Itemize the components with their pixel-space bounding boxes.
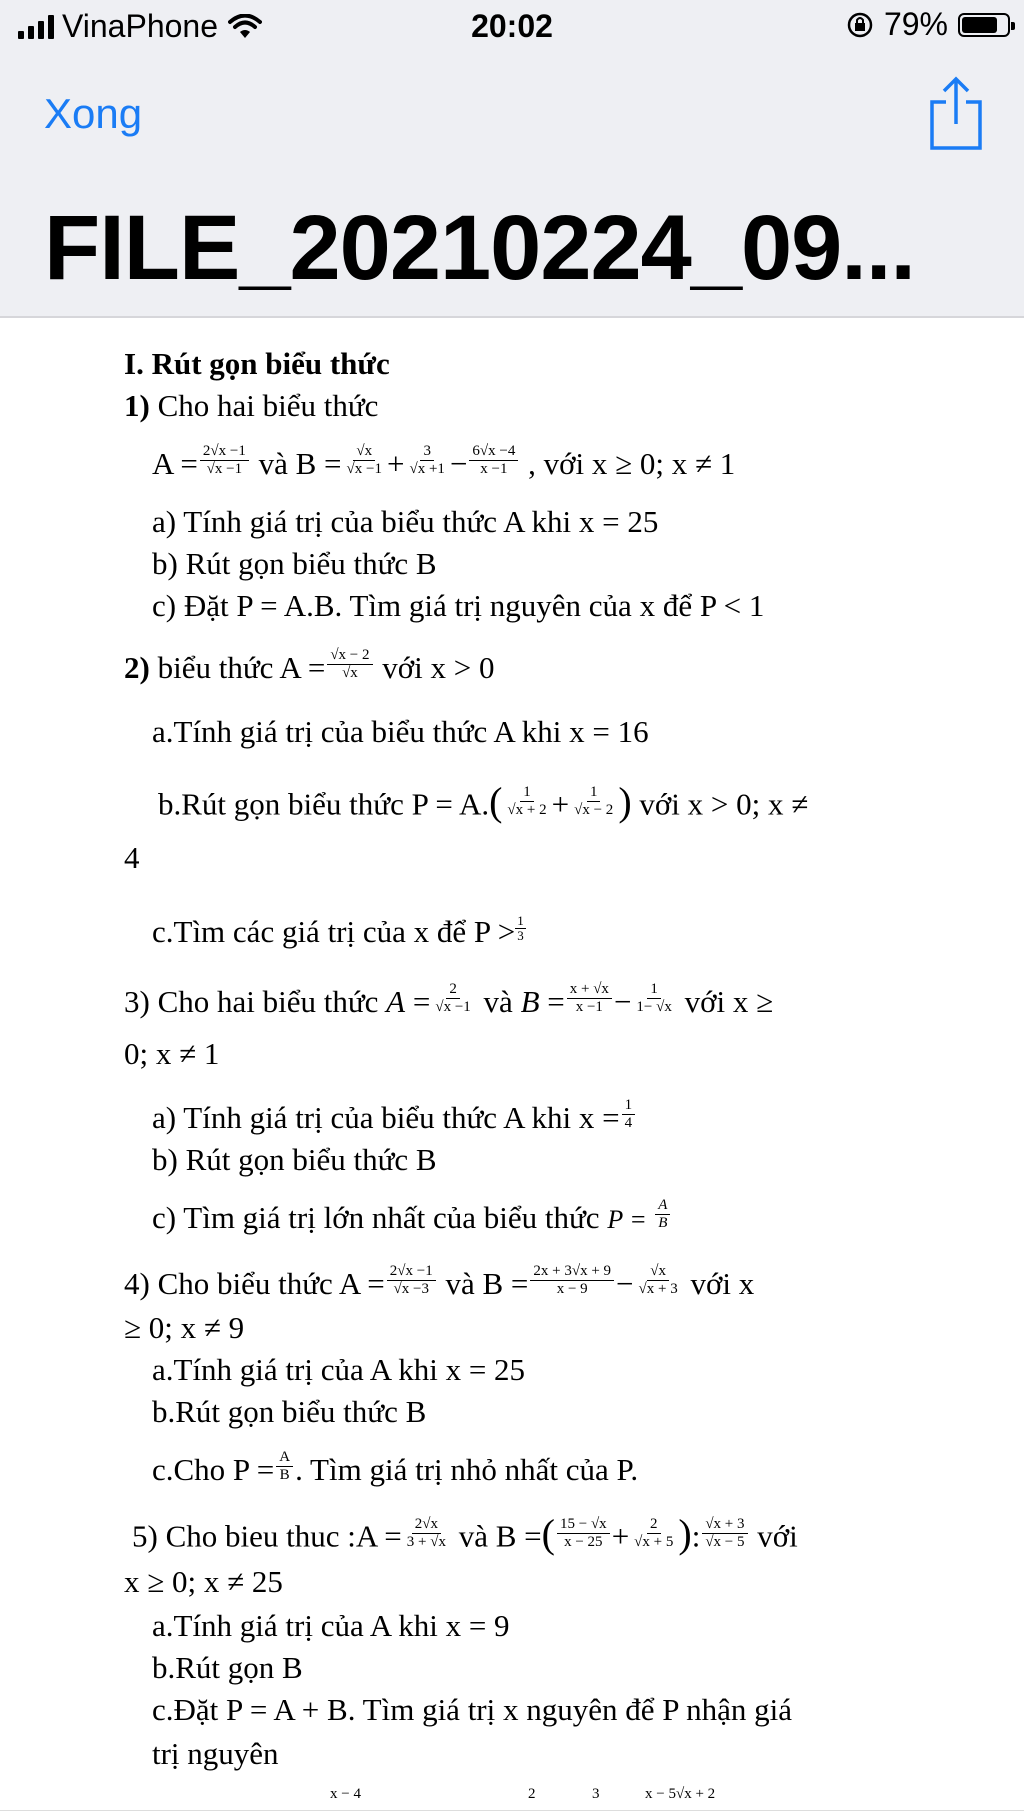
q3-intro: 3) Cho hai biểu thức A = $\frac{2}{√x -1}$ và B = $\frac{x + √x}{x -1}$ − $\frac{1}{1- √x}$ với x ≥ [124, 981, 774, 1019]
q3-part-a: a) Tính giá trị của biểu thức A khi x = $\frac{1}{4}$ [152, 1100, 637, 1139]
q6-partial-num: x − 4 [330, 1786, 361, 1802]
section-heading: I. Rút gọn biểu thức [124, 346, 390, 381]
nav-bar [0, 56, 1024, 318]
q4-part-c: c.Cho P = $\frac{A}{B}$ . Tìm giá trị nhỏ nhất của P. [152, 1449, 639, 1487]
q1-fraction-B1: $\frac{√x}{√x -1}$ [346, 443, 382, 478]
status-bar [0, 0, 1024, 56]
q5-part-a: a.Tính giá trị của A khi x = 9 [152, 1608, 510, 1643]
q2-part-b: b.Rút gọn biểu thức P = A.( $\frac{1}{√x + 2}$ + $\frac{1}{√x - 2}$ ) với x > 0; x ≠ [158, 779, 809, 824]
rotation-lock-icon [846, 11, 874, 39]
q4-fraction-B1: $\frac{2x + 3√x + 9}{x - 9}$ [530, 1263, 614, 1299]
q3-cond-cont: 0; x ≠ 1 [124, 1036, 220, 1071]
q2-part-c: c.Tìm các giá trị của x để P > $\frac{1}{3}$ [152, 912, 524, 949]
battery-cap [1011, 22, 1015, 30]
document-title: FILE_20210224_09... [44, 197, 915, 299]
q1-fraction-B3: $\frac{6√x -4}{x -1}$ [469, 443, 518, 479]
q4-part-b: b.Rút gọn biểu thức B [152, 1394, 427, 1429]
done-button[interactable]: Xong [44, 90, 143, 137]
q2-fraction-A: $\frac{√x - 2}{√x}$ [327, 647, 372, 683]
q5-part-b: b.Rút gọn B [152, 1650, 303, 1685]
document-page[interactable] [0, 318, 1024, 1820]
q3-part-b: b) Rút gọn biểu thức B [152, 1142, 437, 1177]
q5-cond-cont: x ≥ 0; x ≠ 25 [124, 1564, 283, 1599]
status-time: 20:02 [471, 8, 553, 44]
q5-fraction-B1: $\frac{15 - √x}{x - 25}$ [557, 1516, 610, 1552]
q2-fraction-p1: $\frac{1}{√x + 2}$ [507, 783, 547, 818]
q1-part-b: b) Rút gọn biểu thức B [152, 546, 437, 581]
q5-part-c-cont: trị nguyên [152, 1736, 279, 1771]
share-icon[interactable] [926, 76, 986, 152]
q5-part-c: c.Đặt P = A + B. Tìm giá trị x nguyên để P nhận giá [152, 1692, 792, 1727]
q5-fraction-B2: $\frac{2}{√x + 5}$ [634, 1515, 674, 1550]
q4-fraction-B2: $\frac{√x}{√x + 3}$ [638, 1263, 678, 1298]
battery-icon [958, 13, 1010, 37]
q3-fraction-a: $\frac{1}{4}$ [622, 1097, 636, 1133]
q3-fraction-A: $\frac{2}{√x -1}$ [435, 981, 471, 1016]
q5-fraction-B3: $\frac{√x + 3}{√x - 5}$ [702, 1516, 747, 1552]
q3-fraction-B1: $\frac{x + √x}{x -1}$ [567, 981, 612, 1017]
q2-part-a: a.Tính giá trị của biểu thức A khi x = 16 [152, 714, 649, 749]
page-cutoff [0, 1810, 1024, 1820]
q1-expression: A = $\frac{2√x -1}{√x -1}$ và B = $\frac{√x}{√x -1}$ + $\frac{3}{√x +1}$ − $\frac{6√x -4}{x -1}$ , với x ≥ 0; x ≠ 1 [152, 443, 736, 481]
q3-part-c: c) Tìm giá trị lớn nhất của biểu thức P = $\frac{A}{B}$ [152, 1200, 672, 1239]
battery-fill [962, 17, 997, 33]
signal-icon [18, 15, 54, 39]
q5-fraction-A: $\frac{2√x}{3 + √x}$ [406, 1515, 446, 1550]
q2-fraction-c: $\frac{1}{3}$ [517, 912, 524, 943]
q3-fraction-c: $\frac{A}{B}$ [655, 1197, 670, 1233]
q4-intro: 4) Cho biểu thức A = $\frac{2√x -1}{√x -3}$ và B = $\frac{2x + 3√x + 9}{x - 9}$ − $\frac{√x}{√x + 3}$ với x [124, 1263, 755, 1301]
q2-part-b-cont: 4 [124, 840, 140, 875]
q6-partial-f3: 3 [592, 1786, 600, 1802]
q2-fraction-p2: $\frac{1}{√x - 2}$ [574, 783, 614, 818]
q1-fraction-A: $\frac{2√x -1}{√x -1}$ [200, 443, 249, 479]
q1-fraction-B2: $\frac{3}{√x +1}$ [409, 443, 445, 478]
q2-intro: 2) biểu thức A = $\frac{√x - 2}{√x}$ với x > 0 [124, 647, 495, 685]
q1-part-a: a) Tính giá trị của biểu thức A khi x = 25 [152, 504, 659, 539]
q1-part-c: c) Đặt P = A.B. Tìm giá trị nguyên của x để P < 1 [152, 588, 765, 623]
q6-partial-f4: x − 5√x + 2 [645, 1786, 716, 1802]
q4-cond-cont: ≥ 0; x ≠ 9 [124, 1310, 245, 1345]
q4-fraction-c: $\frac{A}{B}$ [276, 1449, 293, 1485]
q4-fraction-A: $\frac{2√x -1}{√x -3}$ [387, 1263, 436, 1299]
status-left [18, 8, 262, 45]
q5-intro: 5) Cho bieu thuc :A = $\frac{2√x}{3 + √x}$ và B =( $\frac{15 - √x}{x - 25}$ + $\frac{2}{√x + 5}$ ): $\frac{√x + 3}{√x - 5}$ với [132, 1511, 798, 1556]
q4-part-a: a.Tính giá trị của A khi x = 25 [152, 1352, 526, 1387]
q6-partial-f2: 2 [528, 1786, 536, 1802]
wifi-icon [228, 14, 262, 40]
q1-intro: 1) Cho hai biểu thức [124, 388, 379, 423]
status-right [846, 6, 1010, 43]
carrier-name: VinaPhone [62, 8, 218, 44]
q3-fraction-B2: $\frac{1}{1- √x}$ [636, 981, 672, 1016]
battery-percent: 79% [883, 6, 948, 42]
